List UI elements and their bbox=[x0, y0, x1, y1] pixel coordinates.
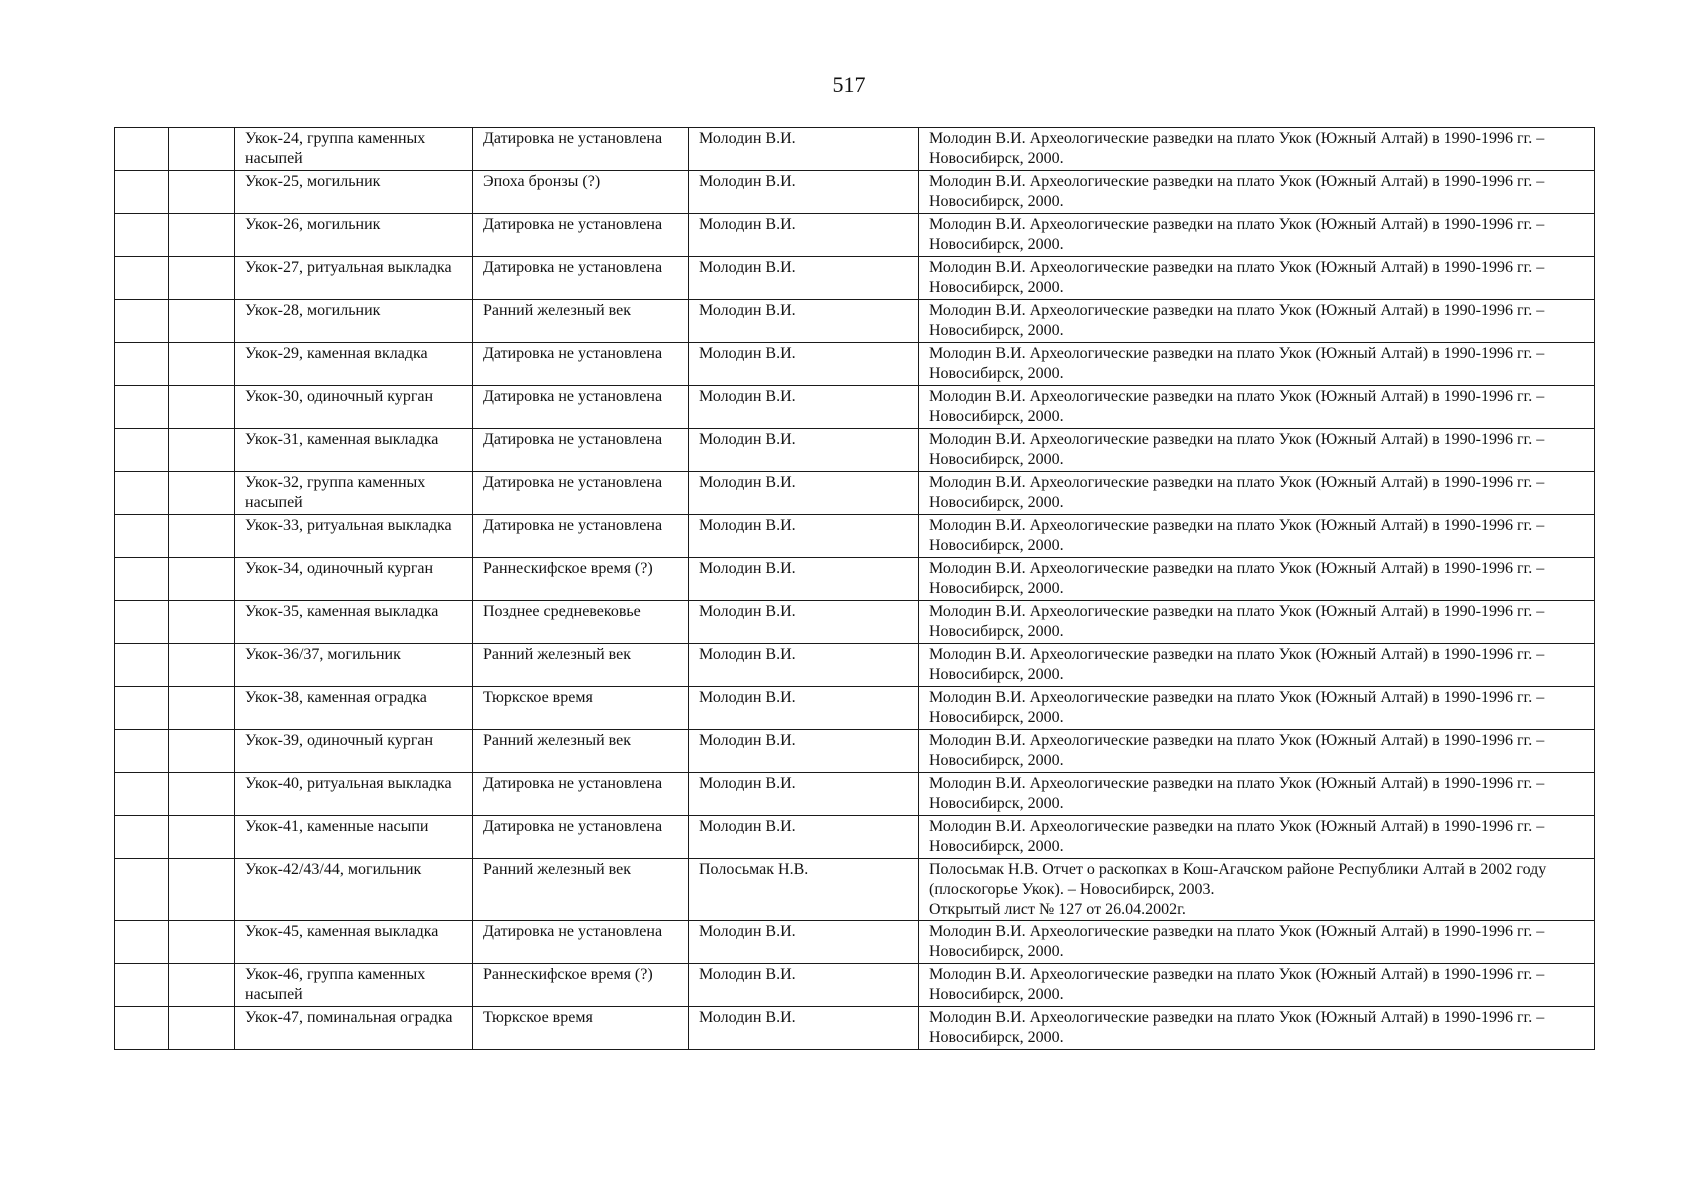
table-row bbox=[115, 429, 1595, 472]
author: Молодин В.И. bbox=[699, 775, 796, 792]
author-cell bbox=[689, 515, 919, 558]
author-cell bbox=[689, 687, 919, 730]
author-cell bbox=[689, 128, 919, 171]
number-cell bbox=[115, 386, 169, 429]
table-row bbox=[115, 300, 1595, 343]
author: Молодин В.И. bbox=[699, 345, 796, 362]
source-cell bbox=[919, 472, 1595, 515]
author: Молодин В.И. bbox=[699, 818, 796, 835]
number-cell bbox=[115, 1007, 169, 1050]
object-name-cell bbox=[235, 386, 473, 429]
author: Молодин В.И. bbox=[699, 646, 796, 663]
number-cell bbox=[115, 558, 169, 601]
object-name: Укок-25, могильник bbox=[245, 173, 381, 190]
dating-cell bbox=[473, 644, 689, 687]
number-cell bbox=[115, 257, 169, 300]
source-cell bbox=[919, 1007, 1595, 1050]
source-reference: Молодин В.И. Археологические разведки на плато Укок (Южный Алтай) в 1990-1996 гг. – Новосибирск, 2000. bbox=[929, 923, 1545, 960]
table-row bbox=[115, 921, 1595, 964]
code-cell bbox=[169, 429, 235, 472]
dating-cell bbox=[473, 515, 689, 558]
object-name: Укок-35, каменная выкладка bbox=[245, 603, 439, 620]
dating: Датировка не установлена bbox=[483, 517, 663, 534]
author: Молодин В.И. bbox=[699, 517, 796, 534]
number-cell bbox=[115, 687, 169, 730]
source-reference: Молодин В.И. Археологические разведки на плато Укок (Южный Алтай) в 1990-1996 гг. – Новосибирск, 2000. bbox=[929, 302, 1545, 339]
object-name-cell bbox=[235, 1007, 473, 1050]
heritage-registry-table bbox=[114, 127, 1595, 1050]
number-cell bbox=[115, 300, 169, 343]
number-cell bbox=[115, 429, 169, 472]
dating: Раннескифское время (?) bbox=[483, 560, 653, 577]
object-name: Укок-30, одиночный курган bbox=[245, 388, 434, 405]
code-cell bbox=[169, 214, 235, 257]
source-reference: Молодин В.И. Археологические разведки на плато Укок (Южный Алтай) в 1990-1996 гг. – Новосибирск, 2000. bbox=[929, 259, 1545, 296]
code-cell bbox=[169, 128, 235, 171]
author-cell bbox=[689, 816, 919, 859]
source-cell bbox=[919, 558, 1595, 601]
source-cell bbox=[919, 386, 1595, 429]
source-cell bbox=[919, 128, 1595, 171]
author-cell bbox=[689, 921, 919, 964]
source-extra: Открытый лист № 127 от 26.04.2002г. bbox=[929, 901, 1186, 918]
object-name: Укок-32, группа каменных насыпей bbox=[245, 474, 426, 511]
table-row bbox=[115, 128, 1595, 171]
object-name: Укок-29, каменная вкладка bbox=[245, 345, 428, 362]
author-cell bbox=[689, 730, 919, 773]
object-name-cell bbox=[235, 964, 473, 1007]
dating-cell bbox=[473, 343, 689, 386]
table-row bbox=[115, 601, 1595, 644]
dating: Датировка не установлена bbox=[483, 130, 663, 147]
table-row bbox=[115, 1007, 1595, 1050]
object-name-cell bbox=[235, 472, 473, 515]
number-cell bbox=[115, 773, 169, 816]
object-name: Укок-40, ритуальная выкладка bbox=[245, 775, 452, 792]
object-name-cell bbox=[235, 859, 473, 921]
dating: Раннескифское время (?) bbox=[483, 966, 653, 983]
number-cell bbox=[115, 730, 169, 773]
table-row bbox=[115, 773, 1595, 816]
dating-cell bbox=[473, 214, 689, 257]
object-name: Укок-34, одиночный курган bbox=[245, 560, 434, 577]
number-cell bbox=[115, 515, 169, 558]
code-cell bbox=[169, 859, 235, 921]
author-cell bbox=[689, 644, 919, 687]
object-name: Укок-39, одиночный курган bbox=[245, 732, 434, 749]
dating: Датировка не установлена bbox=[483, 923, 663, 940]
table-row bbox=[115, 472, 1595, 515]
table-row bbox=[115, 558, 1595, 601]
source-reference: Молодин В.И. Археологические разведки на плато Укок (Южный Алтай) в 1990-1996 гг. – Новосибирск, 2000. bbox=[929, 646, 1545, 683]
source-cell bbox=[919, 816, 1595, 859]
dating-cell bbox=[473, 128, 689, 171]
object-name: Укок-26, могильник bbox=[245, 216, 381, 233]
dating-cell bbox=[473, 964, 689, 1007]
source-reference: Молодин В.И. Археологические разведки на плато Укок (Южный Алтай) в 1990-1996 гг. – Новосибирск, 2000. bbox=[929, 388, 1545, 425]
author-cell bbox=[689, 429, 919, 472]
source-reference: Молодин В.И. Археологические разведки на плато Укок (Южный Алтай) в 1990-1996 гг. – Новосибирск, 2000. bbox=[929, 1009, 1545, 1046]
source-cell bbox=[919, 687, 1595, 730]
object-name-cell bbox=[235, 644, 473, 687]
source-cell bbox=[919, 859, 1595, 921]
source-cell bbox=[919, 214, 1595, 257]
source-reference: Молодин В.И. Археологические разведки на плато Укок (Южный Алтай) в 1990-1996 гг. – Новосибирск, 2000. bbox=[929, 689, 1545, 726]
table-row bbox=[115, 730, 1595, 773]
object-name-cell bbox=[235, 773, 473, 816]
author-cell bbox=[689, 171, 919, 214]
code-cell bbox=[169, 964, 235, 1007]
source-reference: Молодин В.И. Археологические разведки на плато Укок (Южный Алтай) в 1990-1996 гг. – Новосибирск, 2000. bbox=[929, 732, 1545, 769]
dating: Датировка не установлена bbox=[483, 818, 663, 835]
author: Молодин В.И. bbox=[699, 1009, 796, 1026]
object-name-cell bbox=[235, 921, 473, 964]
source-reference: Молодин В.И. Археологические разведки на плато Укок (Южный Алтай) в 1990-1996 гг. – Новосибирск, 2000. bbox=[929, 130, 1545, 167]
dating: Датировка не установлена bbox=[483, 216, 663, 233]
table-row bbox=[115, 859, 1595, 921]
page-number: 517 bbox=[832, 72, 866, 97]
object-name-cell bbox=[235, 730, 473, 773]
dating-cell bbox=[473, 773, 689, 816]
source-reference: Молодин В.И. Археологические разведки на плато Укок (Южный Алтай) в 1990-1996 гг. – Новосибирск, 2000. bbox=[929, 818, 1545, 855]
source-reference: Полосьмак Н.В. Отчет о раскопках в Кош-Агачском районе Республики Алтай в 2002 году (плоскогорье Укок). – Новосибирск, 2003. bbox=[929, 861, 1547, 898]
source-reference: Молодин В.И. Археологические разведки на плато Укок (Южный Алтай) в 1990-1996 гг. – Новосибирск, 2000. bbox=[929, 966, 1545, 1003]
dating: Эпоха бронзы (?) bbox=[483, 173, 601, 190]
object-name-cell bbox=[235, 257, 473, 300]
source-cell bbox=[919, 964, 1595, 1007]
source-reference: Молодин В.И. Археологические разведки на плато Укок (Южный Алтай) в 1990-1996 гг. – Новосибирск, 2000. bbox=[929, 431, 1545, 468]
author-cell bbox=[689, 859, 919, 921]
author-cell bbox=[689, 257, 919, 300]
author-cell bbox=[689, 558, 919, 601]
object-name-cell bbox=[235, 343, 473, 386]
author: Молодин В.И. bbox=[699, 689, 796, 706]
source-cell bbox=[919, 257, 1595, 300]
dating: Ранний железный век bbox=[483, 732, 632, 749]
dating: Ранний железный век bbox=[483, 861, 632, 878]
code-cell bbox=[169, 343, 235, 386]
code-cell bbox=[169, 300, 235, 343]
dating: Тюркское время bbox=[483, 689, 593, 706]
object-name: Укок-38, каменная оградка bbox=[245, 689, 427, 706]
table-row bbox=[115, 687, 1595, 730]
source-reference: Молодин В.И. Археологические разведки на плато Укок (Южный Алтай) в 1990-1996 гг. – Новосибирск, 2000. bbox=[929, 173, 1545, 210]
author: Полосьмак Н.В. bbox=[699, 861, 809, 878]
author: Молодин В.И. bbox=[699, 966, 796, 983]
source-reference: Молодин В.И. Археологические разведки на плато Укок (Южный Алтай) в 1990-1996 гг. – Новосибирск, 2000. bbox=[929, 603, 1545, 640]
dating: Позднее средневековье bbox=[483, 603, 641, 620]
object-name: Укок-33, ритуальная выкладка bbox=[245, 517, 452, 534]
dating-cell bbox=[473, 730, 689, 773]
dating-cell bbox=[473, 921, 689, 964]
code-cell bbox=[169, 1007, 235, 1050]
code-cell bbox=[169, 921, 235, 964]
table-row bbox=[115, 644, 1595, 687]
code-cell bbox=[169, 773, 235, 816]
dating: Датировка не установлена bbox=[483, 345, 663, 362]
author-cell bbox=[689, 472, 919, 515]
code-cell bbox=[169, 171, 235, 214]
table-row bbox=[115, 515, 1595, 558]
object-name-cell bbox=[235, 128, 473, 171]
author: Молодин В.И. bbox=[699, 431, 796, 448]
object-name: Укок-46, группа каменных насыпей bbox=[245, 966, 426, 1003]
source-cell bbox=[919, 171, 1595, 214]
object-name: Укок-27, ритуальная выкладка bbox=[245, 259, 452, 276]
number-cell bbox=[115, 214, 169, 257]
dating-cell bbox=[473, 859, 689, 921]
object-name: Укок-31, каменная выкладка bbox=[245, 431, 439, 448]
number-cell bbox=[115, 472, 169, 515]
source-cell bbox=[919, 921, 1595, 964]
code-cell bbox=[169, 730, 235, 773]
object-name-cell bbox=[235, 171, 473, 214]
dating: Датировка не установлена bbox=[483, 388, 663, 405]
author-cell bbox=[689, 773, 919, 816]
author-cell bbox=[689, 601, 919, 644]
table-row bbox=[115, 386, 1595, 429]
table-row bbox=[115, 171, 1595, 214]
source-reference: Молодин В.И. Археологические разведки на плато Укок (Южный Алтай) в 1990-1996 гг. – Новосибирск, 2000. bbox=[929, 474, 1545, 511]
source-reference: Молодин В.И. Археологические разведки на плато Укок (Южный Алтай) в 1990-1996 гг. – Новосибирск, 2000. bbox=[929, 775, 1545, 812]
author: Молодин В.И. bbox=[699, 216, 796, 233]
code-cell bbox=[169, 601, 235, 644]
source-cell bbox=[919, 644, 1595, 687]
code-cell bbox=[169, 687, 235, 730]
source-cell bbox=[919, 730, 1595, 773]
number-cell bbox=[115, 128, 169, 171]
code-cell bbox=[169, 472, 235, 515]
source-reference: Молодин В.И. Археологические разведки на плато Укок (Южный Алтай) в 1990-1996 гг. – Новосибирск, 2000. bbox=[929, 560, 1545, 597]
dating: Ранний железный век bbox=[483, 646, 632, 663]
source-reference: Молодин В.И. Археологические разведки на плато Укок (Южный Алтай) в 1990-1996 гг. – Новосибирск, 2000. bbox=[929, 216, 1545, 253]
author: Молодин В.И. bbox=[699, 173, 796, 190]
dating-cell bbox=[473, 171, 689, 214]
source-cell bbox=[919, 601, 1595, 644]
object-name: Укок-45, каменная выкладка bbox=[245, 923, 439, 940]
object-name: Укок-41, каменные насыпи bbox=[245, 818, 429, 835]
dating-cell bbox=[473, 472, 689, 515]
source-cell bbox=[919, 429, 1595, 472]
code-cell bbox=[169, 386, 235, 429]
code-cell bbox=[169, 515, 235, 558]
table-row bbox=[115, 257, 1595, 300]
source-cell bbox=[919, 515, 1595, 558]
object-name: Укок-28, могильник bbox=[245, 302, 381, 319]
table-body bbox=[115, 128, 1595, 1050]
number-cell bbox=[115, 859, 169, 921]
dating-cell bbox=[473, 687, 689, 730]
dating: Ранний железный век bbox=[483, 302, 632, 319]
code-cell bbox=[169, 644, 235, 687]
table-row bbox=[115, 964, 1595, 1007]
number-cell bbox=[115, 921, 169, 964]
source-cell bbox=[919, 343, 1595, 386]
object-name: Укок-36/37, могильник bbox=[245, 646, 401, 663]
dating-cell bbox=[473, 257, 689, 300]
dating-cell bbox=[473, 601, 689, 644]
object-name-cell bbox=[235, 515, 473, 558]
object-name-cell bbox=[235, 214, 473, 257]
author: Молодин В.И. bbox=[699, 259, 796, 276]
author: Молодин В.И. bbox=[699, 732, 796, 749]
code-cell bbox=[169, 816, 235, 859]
author-cell bbox=[689, 214, 919, 257]
object-name: Укок-42/43/44, могильник bbox=[245, 861, 422, 878]
author: Молодин В.И. bbox=[699, 603, 796, 620]
number-cell bbox=[115, 644, 169, 687]
author: Молодин В.И. bbox=[699, 130, 796, 147]
table-row bbox=[115, 816, 1595, 859]
source-cell bbox=[919, 773, 1595, 816]
dating-cell bbox=[473, 300, 689, 343]
table-row bbox=[115, 214, 1595, 257]
number-cell bbox=[115, 601, 169, 644]
author: Молодин В.И. bbox=[699, 388, 796, 405]
source-cell bbox=[919, 300, 1595, 343]
dating: Тюркское время bbox=[483, 1009, 593, 1026]
object-name: Укок-47, поминальная оградка bbox=[245, 1009, 453, 1026]
number-cell bbox=[115, 343, 169, 386]
object-name-cell bbox=[235, 429, 473, 472]
object-name: Укок-24, группа каменных насыпей bbox=[245, 130, 426, 167]
dating: Датировка не установлена bbox=[483, 431, 663, 448]
object-name-cell bbox=[235, 300, 473, 343]
dating-cell bbox=[473, 816, 689, 859]
dating: Датировка не установлена bbox=[483, 474, 663, 491]
author: Молодин В.И. bbox=[699, 923, 796, 940]
author: Молодин В.И. bbox=[699, 560, 796, 577]
author-cell bbox=[689, 386, 919, 429]
author: Молодин В.И. bbox=[699, 302, 796, 319]
author-cell bbox=[689, 343, 919, 386]
author: Молодин В.И. bbox=[699, 474, 796, 491]
object-name-cell bbox=[235, 558, 473, 601]
number-cell bbox=[115, 816, 169, 859]
author-cell bbox=[689, 964, 919, 1007]
dating-cell bbox=[473, 386, 689, 429]
dating-cell bbox=[473, 558, 689, 601]
source-reference: Молодин В.И. Археологические разведки на плато Укок (Южный Алтай) в 1990-1996 гг. – Новосибирск, 2000. bbox=[929, 517, 1545, 554]
object-name-cell bbox=[235, 816, 473, 859]
dating-cell bbox=[473, 1007, 689, 1050]
dating-cell bbox=[473, 429, 689, 472]
dating: Датировка не установлена bbox=[483, 775, 663, 792]
number-cell bbox=[115, 964, 169, 1007]
author-cell bbox=[689, 1007, 919, 1050]
object-name-cell bbox=[235, 601, 473, 644]
number-cell bbox=[115, 171, 169, 214]
dating: Датировка не установлена bbox=[483, 259, 663, 276]
source-reference: Молодин В.И. Археологические разведки на плато Укок (Южный Алтай) в 1990-1996 гг. – Новосибирск, 2000. bbox=[929, 345, 1545, 382]
code-cell bbox=[169, 257, 235, 300]
code-cell bbox=[169, 558, 235, 601]
object-name-cell bbox=[235, 687, 473, 730]
table-row bbox=[115, 343, 1595, 386]
author-cell bbox=[689, 300, 919, 343]
